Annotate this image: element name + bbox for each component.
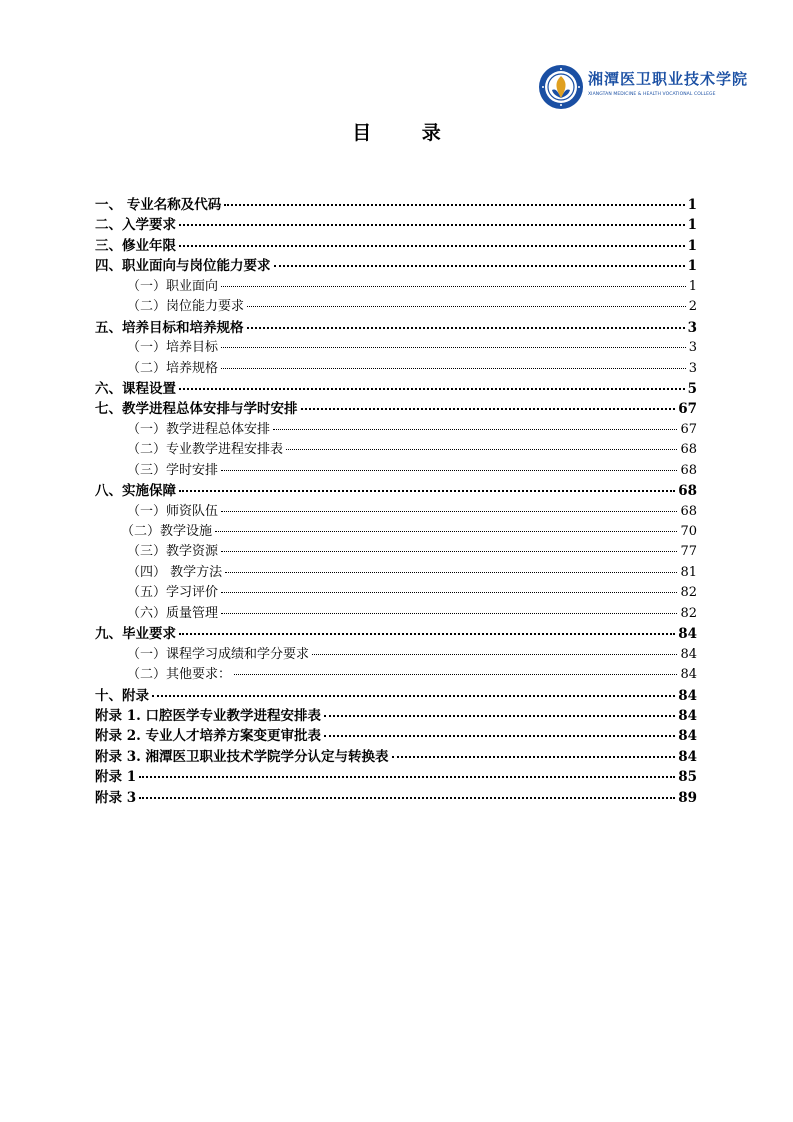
toc-entry[interactable] — [95, 726, 697, 746]
toc-entry-label: 附录 1 — [95, 769, 137, 786]
toc-entry-page-number: 84 — [678, 728, 697, 745]
toc-title: 目 录 — [352, 122, 463, 144]
toc-dot-leader — [221, 286, 686, 287]
toc-entry-label: 六、课程设置 — [95, 380, 176, 397]
toc-entry-page-number: 77 — [680, 544, 697, 560]
toc-entry-page-number: 82 — [680, 605, 697, 621]
toc-dot-leader — [273, 429, 677, 430]
toc-entry-page-number: 3 — [688, 360, 697, 376]
toc-entry-page-number: 68 — [680, 462, 697, 478]
toc-entry-label: （一）教学进程总体安排 — [127, 421, 271, 437]
toc-entry-label: 四、职业面向与岗位能力要求 — [95, 258, 271, 275]
toc-entry[interactable] — [95, 686, 697, 706]
toc-entry-page-number: 3 — [687, 319, 697, 336]
toc-entry-label: 九、毕业要求 — [95, 626, 176, 643]
toc-dot-leader — [152, 695, 675, 697]
toc-dot-leader — [392, 756, 676, 758]
toc-dot-leader — [179, 388, 685, 390]
toc-entry[interactable] — [95, 481, 697, 501]
toc-entry[interactable] — [95, 379, 697, 399]
toc-entry-label: 附录 2. 专业人才培养方案变更审批表 — [95, 728, 321, 745]
toc-entry[interactable] — [95, 297, 697, 317]
toc-dot-leader — [179, 245, 685, 247]
toc-entry-page-number: 1 — [687, 197, 697, 213]
toc-entry-page-number: 1 — [688, 278, 697, 294]
toc-entry[interactable] — [95, 338, 697, 358]
toc-entry[interactable] — [95, 420, 697, 440]
toc-entry[interactable] — [95, 318, 697, 338]
school-name-en: XIANGTAN MEDICINE & HEALTH VOCATIONAL COLLEGE — [588, 92, 716, 97]
toc-entry-page-number: 84 — [680, 667, 697, 683]
toc-dot-leader — [221, 592, 677, 593]
school-seal-icon — [538, 64, 584, 110]
toc-dot-leader — [234, 674, 677, 675]
toc-entry-label: 八、实施保障 — [95, 483, 176, 500]
toc-entry-page-number: 81 — [680, 564, 697, 580]
toc-dot-leader — [221, 511, 677, 512]
toc-entry-page-number: 68 — [680, 442, 697, 458]
toc-entry-label: 一、 专业名称及代码 — [95, 197, 222, 213]
toc-dot-leader — [221, 347, 686, 348]
toc-entry-page-number: 2 — [688, 299, 697, 315]
toc-entry-page-number: 1 — [687, 217, 697, 234]
toc-entry-label: （三）教学资源 — [127, 544, 219, 560]
toc-dot-leader — [247, 327, 685, 329]
toc-entry-page-number: 84 — [678, 687, 697, 704]
toc-entry-page-number: 3 — [688, 340, 697, 356]
toc-entry[interactable] — [95, 563, 697, 583]
toc-entry-page-number: 68 — [678, 483, 697, 500]
toc-dot-leader — [274, 265, 685, 267]
toc-entry[interactable] — [95, 522, 697, 542]
toc-entry-page-number: 84 — [678, 707, 697, 724]
toc-dot-leader — [224, 204, 684, 206]
toc-dot-leader — [179, 224, 685, 226]
toc-entry-label: 附录 1. 口腔医学专业教学进程安排表 — [95, 707, 321, 724]
toc-entry-page-number: 84 — [680, 646, 697, 662]
toc-dot-leader — [301, 408, 676, 410]
toc-entry[interactable] — [95, 542, 697, 562]
toc-entry[interactable] — [95, 645, 697, 665]
toc-dot-leader — [324, 715, 675, 717]
toc-entry[interactable] — [95, 195, 697, 215]
toc-entry[interactable] — [95, 747, 697, 767]
toc-entry[interactable] — [95, 604, 697, 624]
school-name-cn: 湘潭医卫职业技术学院 — [588, 70, 749, 88]
toc-entry-label: （四） 教学方法 — [127, 564, 223, 580]
toc-dot-leader — [221, 470, 677, 471]
toc-dot-leader — [215, 531, 677, 532]
toc-entry[interactable] — [95, 583, 697, 603]
toc-entry-label: 附录 3. 湘潭医卫职业技术学院学分认定与转换表 — [95, 748, 389, 765]
toc-entry-page-number: 85 — [678, 769, 697, 786]
toc-entry-label: （一）培养目标 — [127, 340, 219, 356]
toc-entry[interactable] — [95, 502, 697, 522]
toc-entry-label: （二）教学设施 — [121, 524, 213, 539]
toc-dot-leader — [221, 368, 686, 369]
toc-dot-leader — [179, 490, 675, 492]
toc-entry-page-number: 84 — [678, 626, 697, 643]
toc-entry[interactable] — [95, 215, 697, 235]
toc-entry-page-number: 68 — [680, 503, 697, 519]
toc-entry-page-number: 1 — [687, 237, 697, 254]
toc-entry[interactable] — [95, 665, 697, 685]
toc-dot-leader — [139, 797, 675, 799]
toc-entry[interactable] — [95, 767, 697, 787]
toc-dot-leader — [139, 776, 675, 778]
toc-dot-leader — [247, 306, 686, 307]
toc-entry[interactable] — [95, 788, 697, 808]
toc-entry-label: 三、修业年限 — [95, 237, 176, 254]
table-of-contents — [95, 195, 697, 808]
toc-entry-label: 二、入学要求 — [95, 217, 176, 234]
toc-entry-label: （一）课程学习成绩和学分要求 — [127, 646, 310, 662]
toc-dot-leader — [221, 551, 677, 552]
toc-dot-leader — [221, 613, 677, 614]
toc-entry-page-number: 67 — [680, 421, 697, 437]
toc-dot-leader — [312, 654, 677, 655]
toc-entry-page-number: 67 — [678, 401, 697, 418]
toc-entry-label: （二）培养规格 — [127, 360, 219, 376]
toc-entry-page-number: 89 — [678, 789, 697, 806]
toc-entry-label: （二）专业教学进程安排表 — [127, 442, 284, 458]
toc-entry-page-number: 82 — [680, 585, 697, 601]
toc-entry-label: 七、教学进程总体安排与学时安排 — [95, 401, 298, 418]
toc-entry-label: （一）师资队伍 — [127, 503, 219, 519]
toc-dot-leader — [324, 735, 675, 737]
toc-entry[interactable] — [95, 624, 697, 644]
toc-entry[interactable] — [95, 461, 697, 481]
toc-entry[interactable] — [95, 359, 697, 379]
toc-entry-label: 十、附录 — [95, 687, 149, 704]
toc-entry-label: （二）其他要求： — [127, 667, 232, 683]
toc-entry-label: （二）岗位能力要求 — [127, 299, 245, 315]
toc-entry[interactable] — [95, 236, 697, 256]
toc-entry-page-number: 1 — [687, 258, 697, 275]
toc-entry-page-number: 5 — [687, 380, 697, 397]
toc-entry-label: 五、培养目标和培养规格 — [95, 319, 244, 336]
toc-entry-label: 附录 3 — [95, 789, 137, 806]
toc-entry[interactable] — [95, 277, 697, 297]
school-header — [528, 62, 749, 112]
toc-entry-label: （五）学习评价 — [127, 585, 219, 601]
toc-entry[interactable] — [95, 256, 697, 276]
toc-dot-leader — [225, 572, 677, 573]
toc-dot-leader — [286, 449, 677, 450]
toc-entry[interactable] — [95, 399, 697, 419]
toc-entry-label: （六）质量管理 — [127, 605, 219, 621]
toc-entry-label: （一）职业面向 — [127, 278, 219, 294]
toc-entry-page-number: 84 — [678, 748, 697, 765]
toc-entry-label: （三）学时安排 — [127, 462, 219, 478]
toc-entry[interactable] — [95, 706, 697, 726]
toc-dot-leader — [179, 633, 675, 635]
toc-entry-page-number: 70 — [680, 524, 697, 539]
toc-entry[interactable] — [95, 440, 697, 460]
